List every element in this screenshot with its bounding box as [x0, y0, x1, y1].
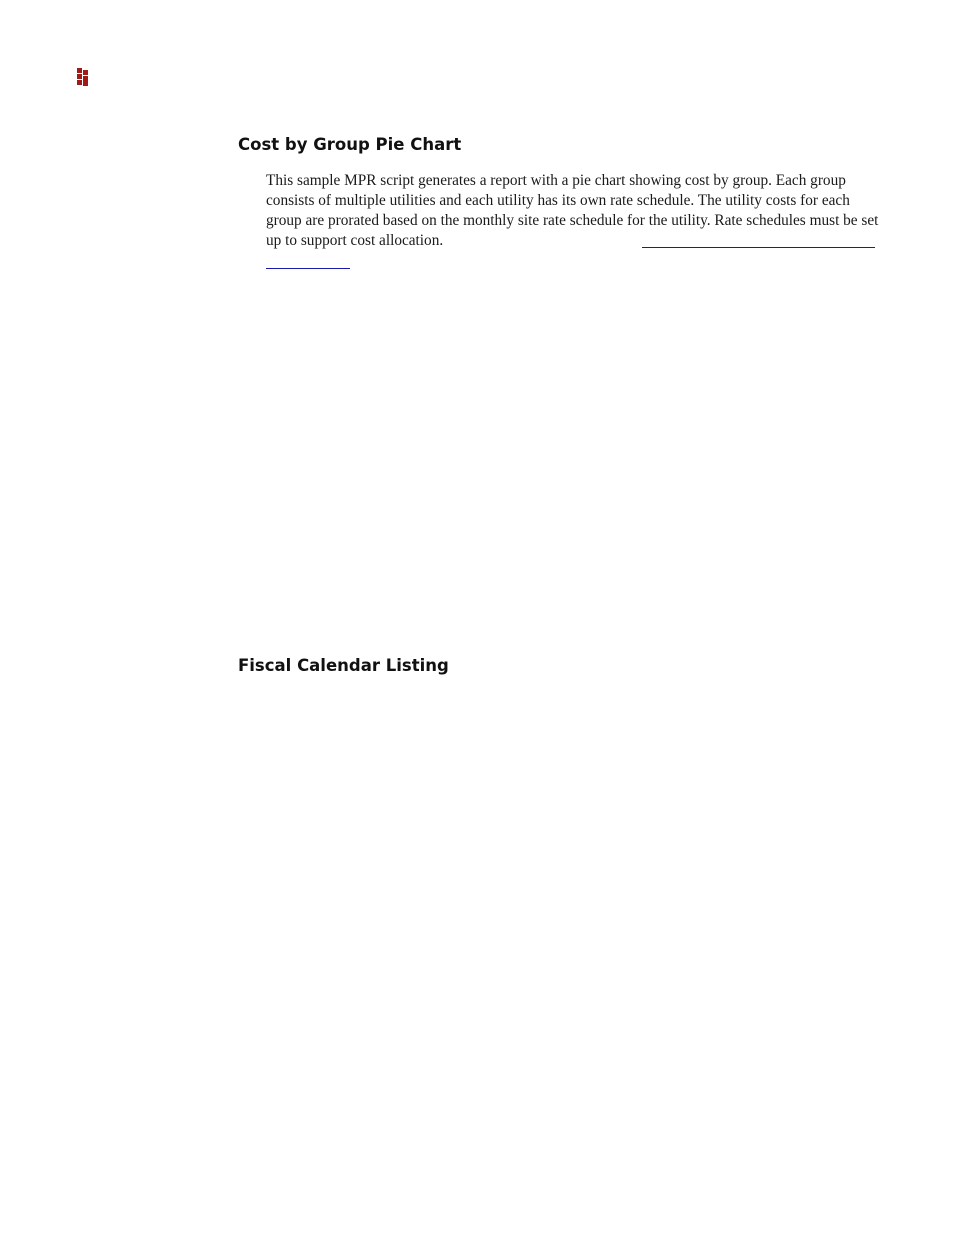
section-body-cost-by-group: This sample MPR script generates a report with a pie chart showing cost by group. Each group consists of multiple utilities and each utility has its own rate schedule. The utility costs for each group are prorated based on the monthly site rate schedule for the utility. Rate schedules must be set up to support cost allocation.	[266, 172, 879, 249]
section-heading-cost-by-group: Cost by Group Pie Chart	[238, 135, 462, 154]
hyperlink-underline-continued[interactable]	[266, 268, 350, 269]
section-heading-fiscal-calendar: Fiscal Calendar Listing	[238, 656, 449, 675]
logo-icon	[77, 68, 90, 86]
hyperlink-underline[interactable]	[642, 247, 875, 248]
